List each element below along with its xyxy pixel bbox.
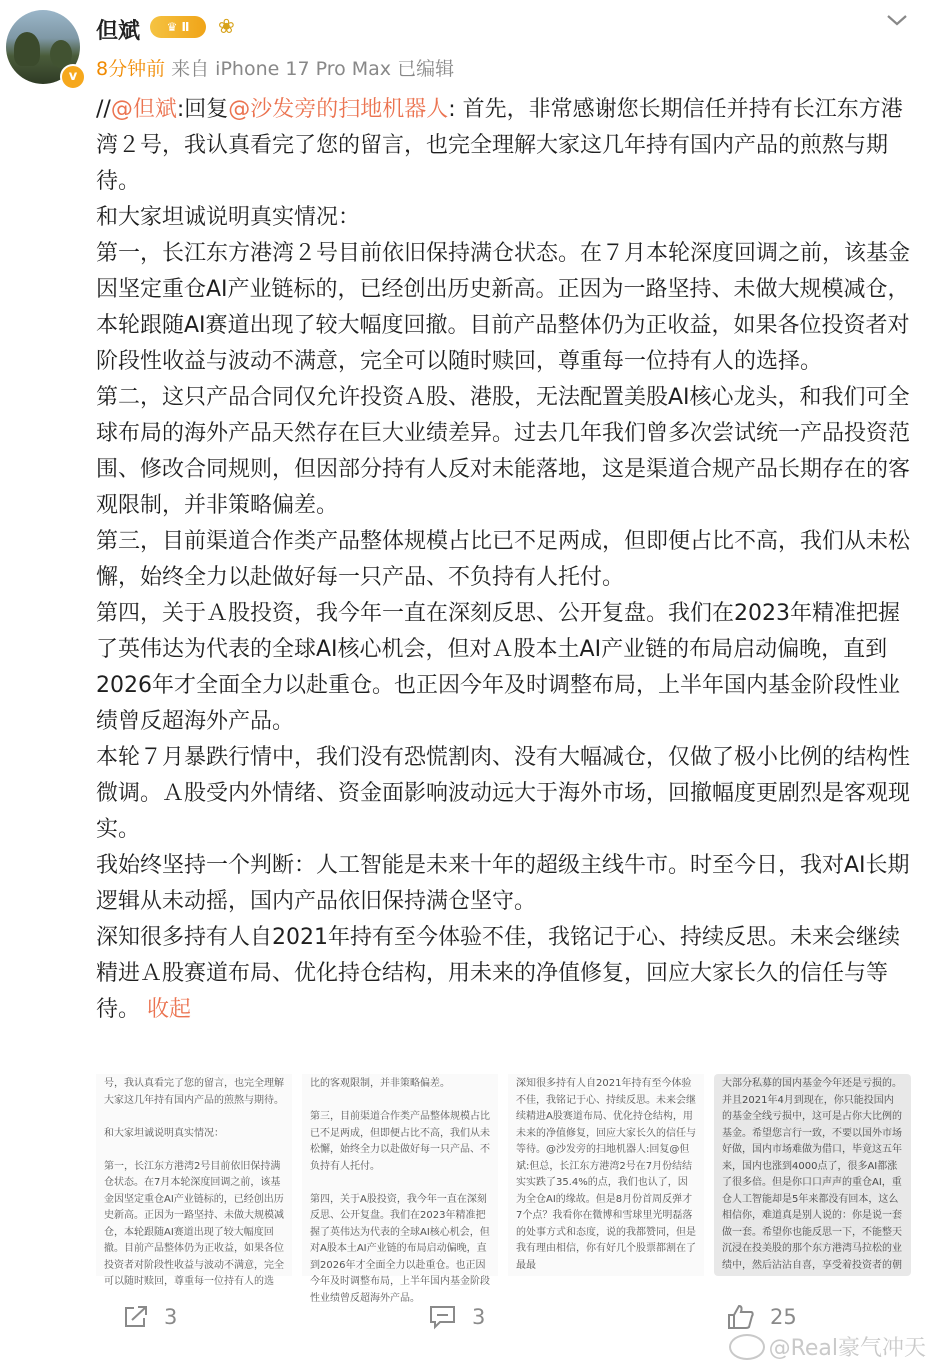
mention-link[interactable]: @但斌 [110,97,177,122]
paragraph: 第一，长江东方港湾２号目前依旧保持满仓状态。在７月本轮深度回调之前，该基金因坚定重仓AI产业链标的，已经创出历史新高。正因为一路坚持、未做大规模减仓，本轮跟随AI赛道出现了较大幅度回撤。目前产品整体仍为正收益，如果各位投资者对阶段性收益与波动不满意，完全可以随时赎回，尊重每一位持有人的选择。 [96,241,911,374]
chevron-down-icon[interactable] [884,10,910,30]
post-header [0,0,938,90]
avatar-tree-shape [14,32,40,66]
paragraph: 和大家坦诚说明真实情况： [96,205,361,230]
comment-count: 3 [472,1305,486,1329]
post-meta [96,54,454,81]
weibo-logo-icon [729,1334,765,1360]
author-name[interactable]: 但斌 [96,19,141,44]
paragraph: 第二，这只产品合同仅允许投资Ａ股、港股，无法配置美股AI核心龙头，和我们可全球布局的海外产品天然存在巨大业绩差异。过去几年我们曾多次尝试统一产品投资范围、修改合同规则，但因部分持有人反对未能落地，这是渠道合规产品长期存在的客观限制，并非策略偏差。 [96,385,911,518]
thumbnail-image[interactable]: 深知很多持有人自2021年持有至今体验不佳，我铭记于心、持续反思。未来会继续精进A股赛道布局、优化持仓结构，用未来的净值修复，回应大家长久的信任与等待。@沙发旁的扫地机器人:回复@但斌:但总，长江东方港湾2号在7月份结结实实跌了35.4%的点，我们也认了，因为全仓AI的缘故。但是8月份首周反弹才7个点？我看你在微博和雪球里光明磊落的处事方式和态度，说的我都赞同，但是我有理由相信，你有好几个股票都割在了最最 [508,1074,704,1276]
post-body [96,92,916,1028]
level-badge-label: Ⅱ [181,20,190,34]
paragraph: //@但斌:回复@沙发旁的扫地机器人: 首先，非常感谢您长期信任并持有长江东方港湾２号，我认真看完了您的留言，也完全理解大家这几年持有国内产品的煎熬与期待。 [96,97,903,194]
thumbs-up-icon [726,1303,756,1331]
paragraph: 本轮７月暴跌行情中，我们没有恐慌割肉、没有大幅减仓，仅做了极小比例的结构性微调。Ａ股受内外情绪、资金面影响波动远大于海外市场，回撤幅度更剧烈是客观现实。 [96,745,911,842]
watermark [729,1331,926,1362]
watermark-text: @Real豪气冲天 [768,1336,926,1361]
paragraph: 我始终坚持一个判断：人工智能是未来十年的超级主线牛市。时至今日，我对AI长期逻辑从未动摇，国内产品依旧保持满仓坚守。 [96,853,910,914]
paragraph: 深知很多持有人自2021年持有至今体验不佳，我铭记于心、持续反思。未来会继续精进Ａ股赛道布局、优化持仓结构，用未来的净值修复，回应大家长久的信任与等待。 收起 [96,925,900,1022]
paragraph: 第三，目前渠道合作类产品整体规模占比已不足两成，但即便占比不高，我们从未松懈，始终全力以赴做好每一只产品、不负持有人托付。 [96,529,911,590]
thumbnail-image[interactable]: 比的客观限制，并非策略偏差。 第三，目前渠道合作类产品整体规模占比已不足两成，但即便占比不高，我们从未松懈，始终全力以赴做好每一只产品、不负持有人托付。 第四，关于A股投资，我今年一直在深刻反思、公开复盘。我们在2023年精准把握了英伟达为代表的全球AI核心机会，但对A股本土AI产业链的布局启动偏晚，直到2026年才全面全力以赴重仓。也正因今年及时调整布局，上半年国内基金阶段性业绩曾反超海外产品。 [302,1074,498,1276]
share-button[interactable] [122,1295,177,1339]
post-time: 8分钟前 [96,58,166,80]
share-count: 3 [164,1305,178,1329]
post-source: 来自 iPhone 17 Pro Max 已编辑 [171,58,455,80]
comment-icon [428,1304,458,1330]
comment-button[interactable] [428,1295,485,1339]
thumbnail-image[interactable]: 大部分私募的国内基金今年还是亏损的。并且2021年4月到现在，你只能投国内的基金全线亏损中，这可是占你大比例的基金。希望您言行一致，不要以国外市场好做，国内市场难做为借口，毕竟这五年来，国内也涨到4000点了，很多AI都涨了很多倍。但是你口口声声的重仓AI，重仓人工智能却是5年来都没有回本，这么相信你，难道真是别人说的：你是说一套做一套。希望你也能反思一下，不能整天沉浸在投美股的那个东方港湾马拉松的业绩中，然后沾沾自喜，享受着投资者的朝 [714,1074,911,1276]
like-count: 25 [770,1305,797,1329]
paragraph: 第四，关于Ａ股投资，我今年一直在深刻反思、公开复盘。我们在2023年精准把握了英伟达为代表的全球AI核心机会，但对Ａ股本土AI产业链的布局启动偏晚，直到2026年才全面全力以赴重仓。也正因今年及时调整布局，上半年国内基金阶段性业绩曾反超海外产品。 [96,601,900,734]
image-thumbnails [96,1074,911,1304]
collapse-link[interactable]: 收起 [147,997,192,1022]
crown-level-icon[interactable]: ♛ Ⅱ [150,16,206,38]
mention-link[interactable]: @沙发旁的扫地机器人 [228,97,449,122]
flower-icon: ❀ [218,14,235,38]
share-icon [122,1304,150,1330]
thumbnail-image[interactable]: 号，我认真看完了您的留言，也完全理解大家这几年持有国内产品的煎熬与期待。 和大家坦诚说明真实情况： 第一，长江东方港湾2号目前依旧保持满仓状态。在7月本轮深度回调之前，该基金因坚定重仓AI产业链标的，已经创出历史新高。正因为一路坚持、未做大规模减仓，本轮跟随AI赛道出现了较大幅度回撤。目前产品整体仍为正收益，如果各位投资者对阶段性收益与波动不满意，完全可以随时赎回，尊重每一位持有人的选 [96,1074,292,1276]
verified-badge-icon: v [60,64,86,90]
